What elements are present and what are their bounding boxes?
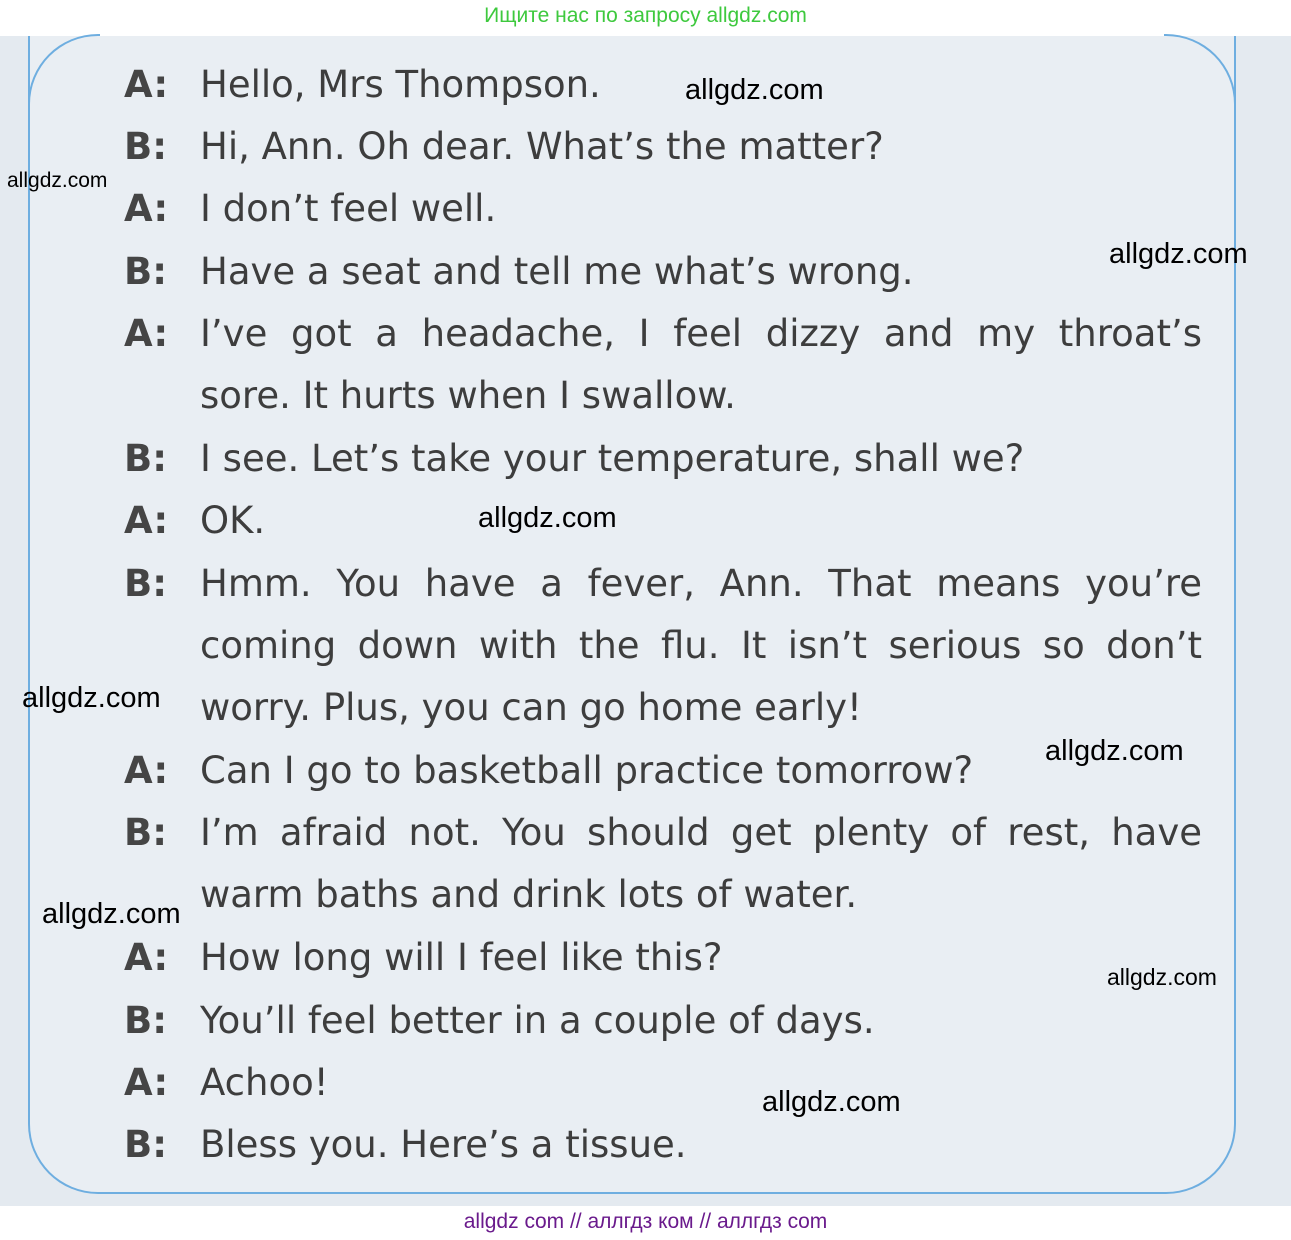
dialogue-line: sore. It hurts when I swallow.: [200, 374, 736, 417]
dialogue-line: I’m afraid not. You should get plenty of rest, have: [200, 811, 1202, 854]
speaker-label: A:: [124, 187, 169, 230]
dialogue-line: I see. Let’s take your temperature, shall we?: [200, 437, 1025, 480]
speaker-label: A:: [124, 936, 169, 979]
speaker-label: B:: [124, 125, 167, 168]
speaker-label: B:: [124, 811, 167, 854]
watermark: allgdz.com: [1107, 964, 1217, 990]
dialogue-line: warm baths and drink lots of water.: [200, 873, 858, 916]
speaker-label: A:: [124, 63, 169, 106]
top-banner: Ищите нас по запросу allgdz.com: [484, 4, 807, 27]
speaker-label: A:: [124, 499, 169, 542]
dialogue-line: Can I go to basketball practice tomorrow?: [200, 749, 974, 792]
dialogue-line: How long will I feel like this?: [200, 936, 723, 979]
dialogue-line: Hi, Ann. Oh dear. What’s the matter?: [200, 125, 884, 168]
speaker-label: B:: [124, 437, 167, 480]
dialogue-line: worry. Plus, you can go home early!: [200, 686, 862, 729]
dialogue-line: You’ll feel better in a couple of days.: [200, 999, 875, 1042]
watermark: allgdz.com: [1045, 735, 1184, 767]
watermark: allgdz.com: [42, 898, 181, 930]
dialogue-line: Bless you. Here’s a tissue.: [200, 1123, 687, 1166]
dialogue-line: Achoo!: [200, 1061, 329, 1104]
watermark: allgdz.com: [762, 1086, 901, 1118]
watermark: allgdz.com: [22, 682, 161, 714]
speaker-label: A:: [124, 1061, 169, 1104]
dialogue-line: I don’t feel well.: [200, 187, 497, 230]
dialogue-line: coming down with the flu. It isn’t serious so don’t: [200, 624, 1202, 667]
dialogue-line: Have a seat and tell me what’s wrong.: [200, 250, 914, 293]
speaker-label: B:: [124, 999, 167, 1042]
watermark: allgdz.com: [685, 74, 824, 106]
speaker-label: A:: [124, 312, 169, 355]
footer-links: allgdz com // аллгдз ком // аллгдз com: [0, 1207, 1291, 1237]
speaker-label: B:: [124, 562, 167, 605]
speaker-label: B:: [124, 250, 167, 293]
dialogue-line: Hello, Mrs Thompson.: [200, 63, 601, 106]
watermark: allgdz.com: [1109, 238, 1248, 270]
dialogue-line: I’ve got a headache, I feel dizzy and my throat’s: [200, 312, 1202, 355]
dialogue-line: OK.: [200, 499, 266, 542]
watermark: allgdz.com: [7, 169, 108, 192]
dialogue-line: Hmm. You have a fever, Ann. That means you’re: [200, 562, 1202, 605]
watermark: allgdz.com: [478, 502, 617, 534]
speaker-label: A:: [124, 749, 169, 792]
speaker-label: B:: [124, 1123, 167, 1166]
